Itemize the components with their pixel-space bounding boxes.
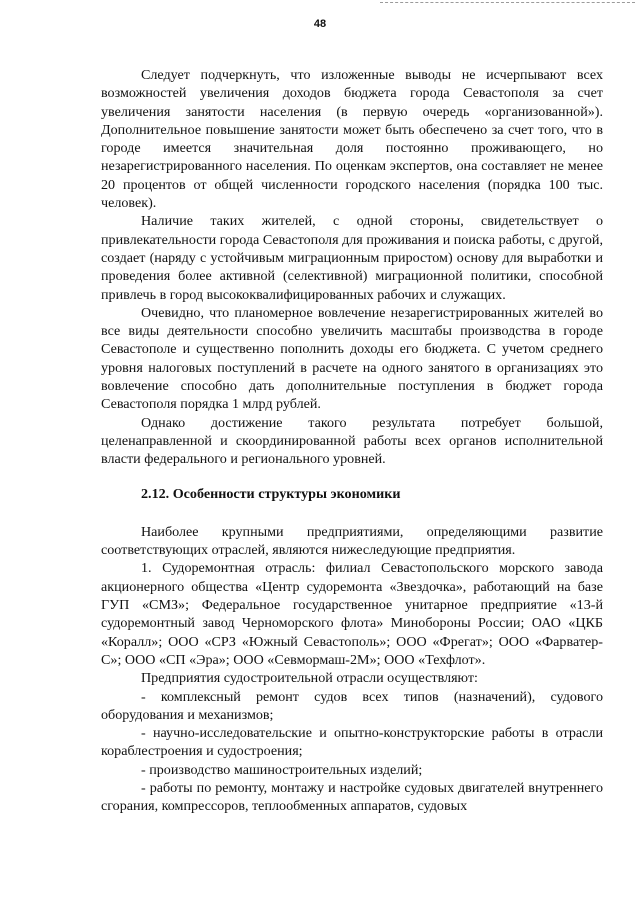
section-heading: 2.12. Особенности структуры экономики: [141, 485, 401, 502]
activity-item: - научно-исследовательские и опытно-конструкторские работы в отрасли кораблестроения и судостроения;: [101, 725, 603, 760]
activity-item: - производство машиностроительных изделий;: [141, 761, 423, 778]
scan-artifact-line: [380, 2, 635, 3]
spacer: [101, 469, 603, 485]
paragraph-3: Очевидно, что планомерное вовлечение незарегистрированных жителей во все виды деятельности способно увеличить масштабы производства в городе Севастополе и существенно пополнить доходы его бюджета. С учетом среднего уровня налоговых поступлений в расчете на одного занятого в организациях это вовлечение способно дать дополнительные поступления в бюджет города Севастополя порядка 1 млрд рублей.: [101, 304, 603, 413]
activities-intro: Предприятия судостроительной отрасли осуществляют:: [141, 670, 478, 687]
list-item-1: 1. Судоремонтная отрасль: филиал Севастопольского морского завода акционерного общества «Центр судоремонта «Звездочка», работающий на базе ГУП «СМЗ»; Федеральное государственное унитарное предприятие «13-й судоремонтный завод Черноморского флота» Минобороны России; ОАО «ЦКБ «Коралл»; ООО «СРЗ «Южный Севастополь»; ООО «Фрегат»; ООО «Фарватер-С»; ООО «СП «Эра»; ООО «Севмормаш-2М»; ООО «Техфлот».: [101, 560, 603, 668]
section-intro: Наиболее крупными предприятиями, определяющими развитие соответствующих отраслей, являются нижеследующие предприятия.: [101, 523, 603, 559]
page-number: 48: [313, 18, 327, 30]
paragraph-4: Однако достижение такого результата потребует большой, целенаправленной и скоординированной работы всех органов исполнительной власти федерального и регионального уровней.: [101, 414, 603, 468]
activity-item: - комплексный ремонт судов всех типов (назначений), судового оборудования и механизмов;: [101, 688, 603, 723]
document-body: [101, 66, 603, 816]
spacer: [101, 503, 603, 523]
paragraph-2: Наличие таких жителей, с одной стороны, свидетельствует о привлекательности города Севастополя для проживания и поиска работы, с другой, создает (наряду с устойчивым миграционным приростом) основу для выработки и проведения более активной (селективной) миграционной политики, способной привлечь в город высококвалифицированных рабочих и служащих.: [101, 213, 603, 303]
activity-item: - работы по ремонту, монтажу и настройке судовых двигателей внутреннего сгорания, компрессоров, теплообменных аппаратов, судовых: [101, 779, 603, 815]
paragraph-1: Следует подчеркнуть, что изложенные выводы не исчерпывают всех возможностей увеличения доходов бюджета города Севастополя за счет увеличения занятости населения (в первую очередь «организованной»). Дополнительное повышение занятости может быть обеспечено за счет того, что в городе имеется значительная доля постоянно проживающего, но незарегистрированного населения. По оценкам экспертов, она составляет не менее 20 процентов от общей численности городского населения (порядка 100 тыс. человек).: [101, 67, 603, 212]
